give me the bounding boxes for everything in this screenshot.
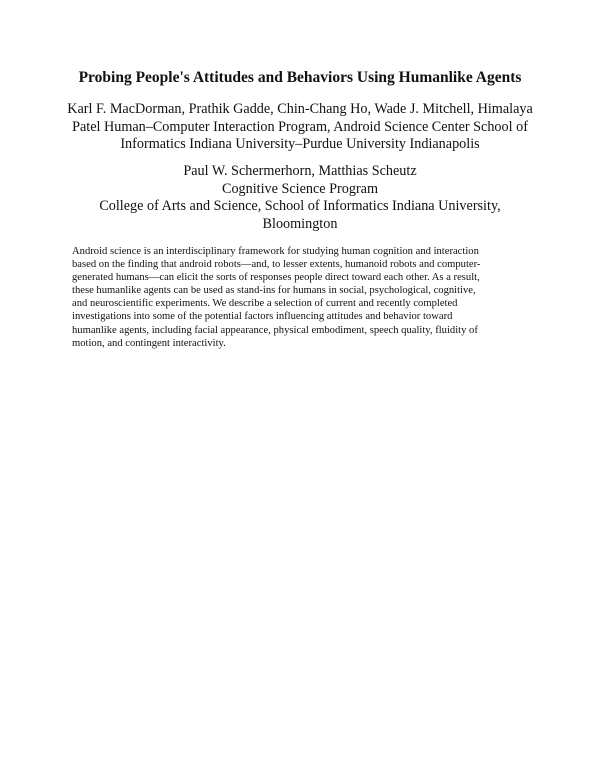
abstract-line: humanlike agents, including facial appearance, physical embodiment, speech quality, fluidity of: [72, 324, 478, 336]
affiliation-line: Bloomington: [262, 215, 338, 232]
author-line: Patel Human–Computer Interaction Program, Android Science Center School of: [72, 118, 528, 135]
author-line: Informatics Indiana University–Purdue University Indianapolis: [120, 136, 480, 152]
second-author-block: [60, 163, 540, 233]
affiliation-line: College of Arts and Science, School of Informatics Indiana University,: [99, 198, 501, 214]
paper-title: Probing People's Attitudes and Behaviors Using Humanlike Agents: [78, 69, 522, 86]
abstract-line: based on the finding that android robots—and, to lesser extents, humanoid robots and computer-: [72, 259, 481, 271]
abstract-line: Android science is an interdisciplinary framework for studying human cognition and interaction: [72, 246, 479, 257]
abstract-line: these humanlike agents can be used as stand-ins for humans in social, psychological, cognitive,: [72, 285, 476, 297]
author-line: Paul W. Schermerhorn, Matthias Scheutz: [183, 163, 417, 179]
abstract: [72, 245, 532, 350]
author-line: Karl F. MacDorman, Prathik Gadde, Chin-Chang Ho, Wade J. Mitchell, Himalaya: [67, 101, 533, 117]
affiliation-line: Cognitive Science Program: [221, 180, 379, 197]
abstract-line: investigations into some of the potential factors influencing attitudes and behavior toward: [72, 311, 453, 323]
author-block: [60, 101, 540, 154]
abstract-line: generated humans—can elicit the sorts of responses people direct toward each other. As a result,: [72, 272, 480, 284]
abstract-line: motion, and contingent interactivity.: [72, 337, 226, 349]
abstract-line: and neuroscientific experiments. We describe a selection of current and recently completed: [72, 298, 458, 310]
